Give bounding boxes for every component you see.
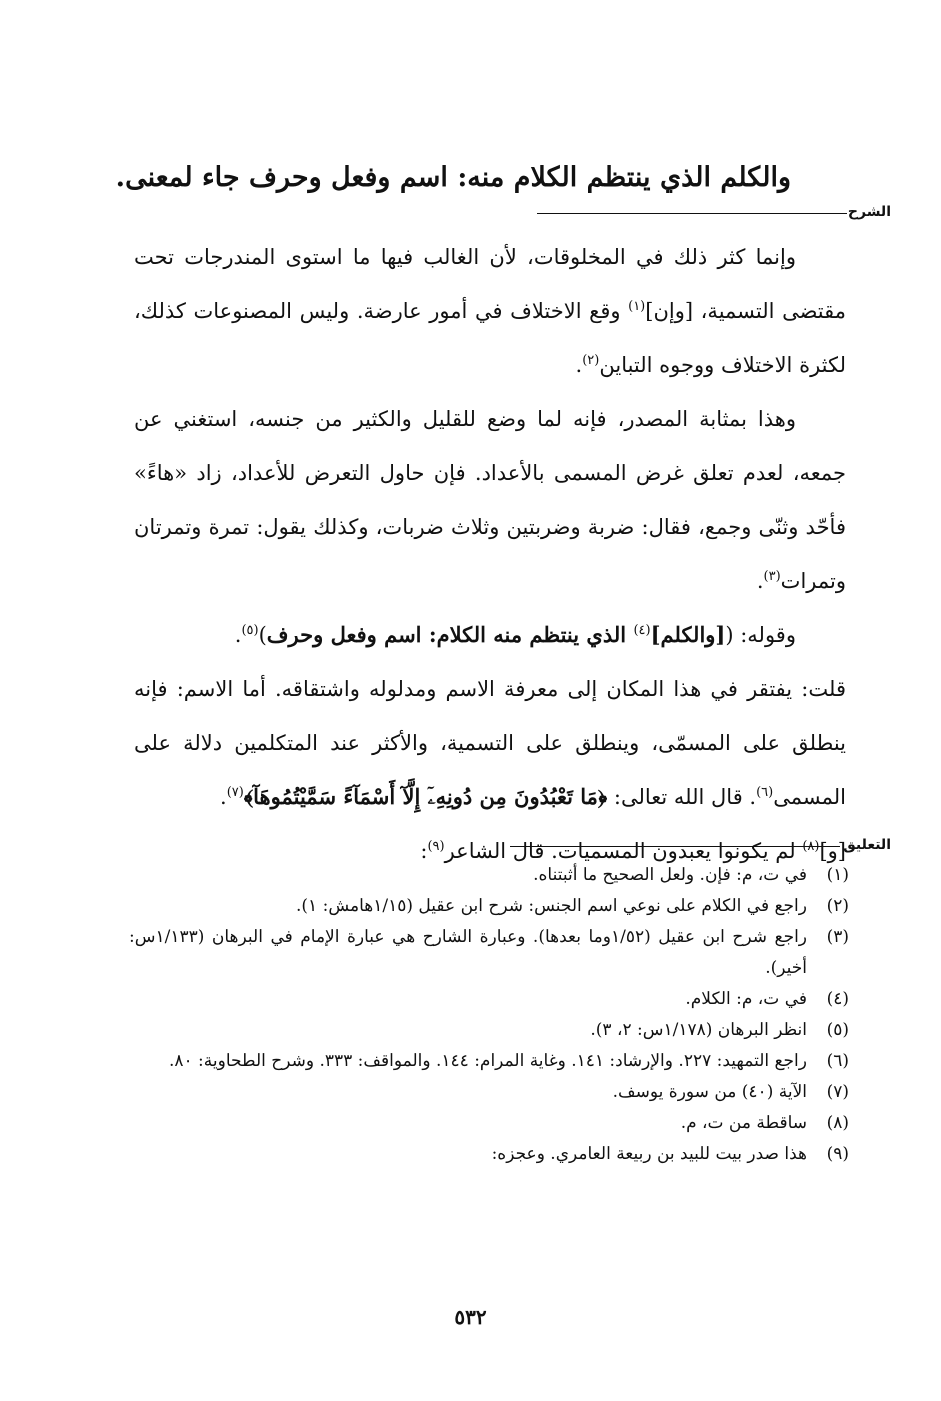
footnote-ref-3[interactable]: (٣): [763, 569, 781, 584]
footnote-item: [129, 1046, 849, 1077]
paragraph-3: وقوله: ([والكلم]$^{(٤)}$ الذي ينتظم منه الكلام: اسم وفعل وحرف)$^{(٥)}$.: [234, 622, 796, 647]
footnote-number: (٣): [826, 927, 849, 947]
footnote-item: [129, 1139, 849, 1170]
footnote-number: (٤): [826, 989, 849, 1009]
footnote-ref-2[interactable]: (٢): [582, 353, 600, 368]
paragraph-1: وإنما كثر ذلك في المخلوقات، لأن الغالب فيها ما استوى المندرجات تحت مقتضى التسمية، [وإن]$^{(١)}$ وقع الاختلاف في أمور عارضة. وليس المصنوعات كذلك، لكثرة الاختلاف ووجوه التباين$^{(٢)}$.: [134, 245, 847, 377]
paragraph-2: وهذا بمثابة المصدر، فإنه لما وضع للقليل والكثير من جنسه، استغني عن جمعه، لعدم تعلق غرض المسمى بالأعداد. فإن حاول التعرض للأعداد، زاد «هاءً» فأحّد وثنّى وجمع، فقال: ضربة وضربتين وثلاث ضربات، وكذلك يقول: تمرة وتمرتان وتمرات$^{(٣)}$.: [134, 407, 846, 593]
notes-label: التعليق: [843, 837, 891, 853]
notes-rule: [510, 846, 840, 847]
footnote-text: هذا صدر بيت للبيد بن ربيعة العامري. وعجزه:: [491, 1144, 807, 1164]
footnote-ref-6[interactable]: (٦): [756, 785, 774, 800]
footnote-number: (٨): [826, 1113, 849, 1133]
footnote-item: [129, 1108, 849, 1139]
footnote-item: [129, 860, 849, 891]
matn-heading: والكلم الذي ينتظم الكلام منه: اسم وفعل وحرف جاء لمعنى.: [115, 162, 791, 193]
footnote-item: [129, 922, 849, 984]
footnote-text: الآية (٤٠) من سورة يوسف.: [612, 1082, 807, 1102]
footnote-text: انظر البرهان (١/١٧٨س: ٢، ٣).: [590, 1020, 807, 1040]
footnote-number: (٩): [826, 1144, 849, 1164]
footnote-number: (٢): [826, 896, 849, 916]
footnote-text: في ت، م: الكلام.: [685, 989, 807, 1009]
footnote-ref-7[interactable]: (٧): [226, 785, 244, 800]
commentary-text: [134, 230, 846, 878]
footnote-text: راجع في الكلام على نوعي اسم الجنس: شرح ابن عقيل (١/١٥هامش: ١).: [296, 896, 807, 916]
footnote-number: (٥): [826, 1020, 849, 1040]
footnote-text: في ت، م: فإن. ولعل الصحيح ما أثبتناه.: [533, 865, 807, 885]
quran-verse: ﴿مَا تَعْبُدُونَ مِن دُونِهِۦٓ إِلَّآ أَسْمَآءً سَمَّيْتُمُوهَآ﴾: [243, 784, 608, 809]
footnote-item: [129, 1077, 849, 1108]
footnote-item: [129, 891, 849, 922]
paragraph-5: [و]$^{(٨)}$ لم يكونوا يعبدون المسميات. قال الشاعر$^{(٩)}$:: [420, 839, 846, 863]
commentary-label: الشرح: [847, 204, 891, 220]
footnote-ref-5[interactable]: (٥): [241, 623, 259, 638]
footnote-text: راجع شرح ابن عقيل (١/٥٢وما بعدها). وعبارة الشارح هي عبارة الإمام في البرهان (١/١٣٣س: أخير).: [129, 927, 808, 978]
footnote-text: ساقطة من ت، م.: [680, 1113, 807, 1133]
footnote-number: (٧): [826, 1082, 849, 1102]
page-number: ٥٣٢: [454, 1305, 487, 1329]
paragraph-4: قلت: يفتقر في هذا المكان إلى معرفة الاسم ومدلوله واشتقاقه. أما الاسم: فإنه ينطلق على المسمّى، وينطلق على التسمية، والأكثر عند المتكلمين دلالة على المسمى$^{(٦)}$. قال الله تعالى: ﴿مَا تَعْبُدُونَ مِن دُونِهِۦٓ إِلَّآ أَسْمَآءً سَمَّيْتُمُوهَآ﴾$^{(٧)}$.: [134, 677, 846, 809]
footnote-ref-1[interactable]: (١): [628, 299, 646, 314]
footnotes-list: [129, 860, 849, 1170]
footnote-ref-4[interactable]: (٤): [633, 623, 651, 638]
footnote-number: (٦): [826, 1051, 849, 1071]
footnote-ref-8[interactable]: (٨): [802, 839, 820, 854]
footnote-item: [129, 984, 849, 1015]
footnote-item: [129, 1015, 849, 1046]
commentary-rule: [537, 213, 847, 214]
footnote-text: راجع التمهيد: ٢٢٧. والإرشاد: ١٤١. وغاية المرام: ١٤٤. والمواقف: ٣٣٣. وشرح الطحاوية: ٨٠.: [168, 1051, 807, 1071]
footnote-number: (١): [826, 865, 849, 885]
footnote-ref-9[interactable]: (٩): [427, 839, 445, 854]
